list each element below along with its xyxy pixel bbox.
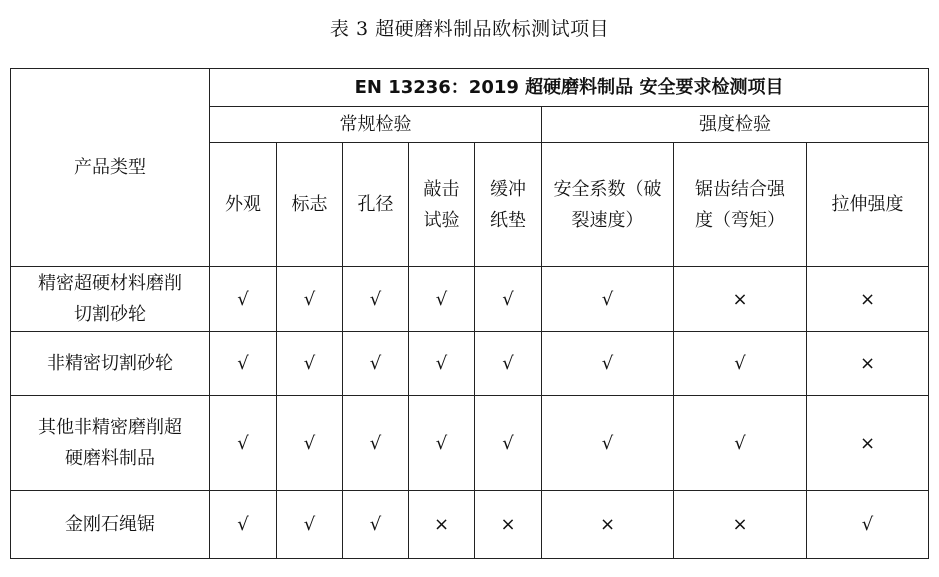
check-mark-cell: √ [210,491,277,559]
cross-mark-cell: × [807,267,929,332]
column-header-line: 标志 [291,194,328,215]
group-header-strength: 强度检验 [542,107,929,143]
standard-title: EN 13236：2019 超硬磨料制品 安全要求检测项目 [210,69,929,107]
check-mark-cell: √ [343,267,409,332]
check-mark-cell: √ [343,332,409,396]
product-name-text [65,509,155,540]
cross-mark-cell: × [475,491,542,559]
column-header-text [695,174,785,236]
check-mark-cell: √ [475,396,542,491]
check-mark-cell: √ [409,332,475,396]
check-mark-cell: √ [542,267,674,332]
check-mark-cell: √ [409,396,475,491]
product-name-text [38,412,182,474]
check-mark-cell: √ [277,396,343,491]
column-header-line: 锯齿结合强 [695,178,785,200]
column-header-line: 裂速度） [571,209,644,231]
column-header [210,143,277,267]
product-name-line: 非精密切割砂轮 [47,353,173,374]
column-header-line: 安全系数（破 [553,178,662,200]
check-mark-cell: √ [210,396,277,491]
cross-mark-cell: × [807,332,929,396]
column-header-line: 缓冲 [490,178,526,200]
column-header-line: 外观 [225,194,261,215]
column-header-line: 试验 [423,209,460,231]
check-mark-cell: √ [542,396,674,491]
cross-mark-cell: × [807,396,929,491]
column-header-text [424,174,460,236]
column-header [542,143,674,267]
cross-mark-cell: × [674,491,807,559]
test-items-table [10,68,929,559]
product-name-line: 其他非精密磨削超 [38,417,182,438]
check-mark-cell: √ [674,396,807,491]
product-name-text [47,348,173,379]
column-header [807,143,929,267]
column-header [409,143,475,267]
product-name-cell [11,332,210,396]
product-type-header: 产品类型 [11,69,210,267]
column-header-text [490,174,526,236]
check-mark-cell: √ [277,332,343,396]
column-header-line: 孔径 [357,194,394,215]
check-mark-cell: √ [343,491,409,559]
column-header-line: 拉伸强度 [831,194,904,215]
table-row [11,267,929,332]
product-name-cell [11,267,210,332]
check-mark-cell: √ [343,396,409,491]
cross-mark-cell: × [409,491,475,559]
column-header-line: 纸垫 [490,209,526,231]
cross-mark-cell: × [542,491,674,559]
column-header-text [832,189,904,220]
column-header-line: 敲击 [423,178,460,200]
check-mark-cell: √ [277,267,343,332]
check-mark-cell: √ [409,267,475,332]
check-mark-cell: √ [542,332,674,396]
column-header [475,143,542,267]
column-header [343,143,409,267]
check-mark-cell: √ [674,332,807,396]
table-row [11,396,929,491]
table-row [11,491,929,559]
product-name-cell [11,491,210,559]
table-caption: 表 3 超硬磨料制品欧标测试项目 [329,18,610,40]
group-header-routine: 常规检验 [210,107,542,143]
product-name-line: 精密超硬材料磨削 [38,273,182,294]
check-mark-cell: √ [210,267,277,332]
check-mark-cell: √ [475,267,542,332]
product-name-text [38,268,182,330]
column-header-text [225,189,261,220]
check-mark-cell: √ [475,332,542,396]
cross-mark-cell: × [674,267,807,332]
product-name-line: 金刚石绳锯 [65,514,155,535]
product-name-line: 切割砂轮 [74,304,146,325]
check-mark-cell: √ [277,491,343,559]
column-header-text [358,189,394,220]
column-header [674,143,807,267]
table-row [11,332,929,396]
product-name-cell [11,396,210,491]
column-header-text [292,189,328,220]
column-header-line: 度（弯矩） [695,209,785,231]
product-name-line: 硬磨料制品 [65,448,155,469]
check-mark-cell: √ [210,332,277,396]
column-header-text [554,174,662,236]
column-header [277,143,343,267]
check-mark-cell: √ [807,491,929,559]
